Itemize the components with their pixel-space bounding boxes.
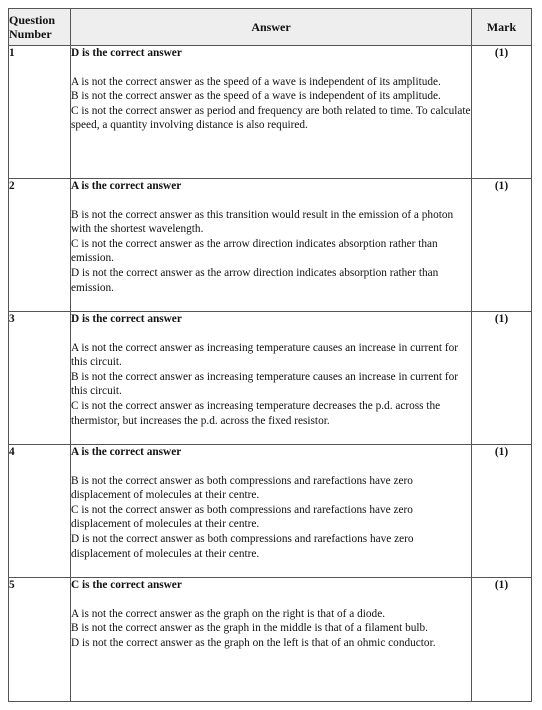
- question-number-header: Question Number: [9, 9, 71, 46]
- explanation: D is not the correct answer as both compressions and rarefactions have zero displacement of molecules at their centre.: [71, 532, 414, 560]
- mark-value: (1): [472, 578, 532, 702]
- explanation: A is not the correct answer as the speed of a wave is independent of its amplitude.: [71, 75, 441, 88]
- correct-answer: D is the correct answer: [71, 313, 182, 325]
- correct-answer: C is the correct answer: [71, 579, 182, 591]
- question-number: 5: [9, 578, 71, 702]
- answer-cell: [71, 179, 472, 312]
- question-number: 2: [9, 179, 71, 312]
- explanation: C is not the correct answer as increasing temperature decreases the p.d. across the thermistor, but increases the p.d. across the fixed resistor.: [71, 399, 441, 427]
- explanation: C is not the correct answer as period and frequency are both related to time. To calculate speed, a quantity involving distance is also required.: [71, 104, 471, 132]
- explanation: C is not the correct answer as the arrow direction indicates absorption rather than emission.: [71, 237, 438, 265]
- explanation: B is not the correct answer as the graph in the middle is that of a filament bulb.: [71, 622, 429, 635]
- explanation: D is not the correct answer as the arrow direction indicates absorption rather than emission.: [71, 266, 439, 294]
- explanation: B is not the correct answer as both compressions and rarefactions have zero displacement of molecules at their centre.: [71, 474, 413, 502]
- answer-cell: [71, 312, 472, 445]
- explanation: B is not the correct answer as this transition would result in the emission of a photon with the shortest wavelength.: [71, 208, 454, 236]
- explanation: B is not the correct answer as increasing temperature causes an increase in current for this circuit.: [71, 370, 459, 398]
- correct-answer: A is the correct answer: [71, 446, 182, 458]
- explanation: B is not the correct answer as the speed of a wave is independent of its amplitude.: [71, 90, 441, 103]
- question-row-2: [9, 179, 532, 312]
- question-row-5: [9, 578, 532, 702]
- question-row-4: [9, 445, 532, 578]
- question-number: 1: [9, 46, 71, 179]
- mark-value: (1): [472, 179, 532, 312]
- mark-value: (1): [472, 312, 532, 445]
- question-number: 3: [9, 312, 71, 445]
- mark-header: Mark: [472, 9, 532, 46]
- question-row-1: [9, 46, 532, 179]
- answer-cell: [71, 46, 472, 179]
- explanation: A is not the correct answer as the graph on the right is that of a diode.: [71, 607, 386, 620]
- question-row-3: [9, 312, 532, 445]
- explanation: C is not the correct answer as both compressions and rarefactions have zero displacement of molecules at their centre.: [71, 503, 413, 531]
- correct-answer: A is the correct answer: [71, 180, 182, 192]
- header-row: [9, 9, 532, 46]
- answer-cell: [71, 578, 472, 702]
- mark-value: (1): [472, 46, 532, 179]
- mark-value: (1): [472, 445, 532, 578]
- mark-scheme-table: [8, 8, 532, 702]
- answer-cell: [71, 445, 472, 578]
- correct-answer: D is the correct answer: [71, 47, 182, 59]
- answer-header: Answer: [71, 9, 472, 46]
- question-number: 4: [9, 445, 71, 578]
- explanation: D is not the correct answer as the graph on the left is that of an ohmic conductor.: [71, 636, 436, 649]
- explanation: A is not the correct answer as increasing temperature causes an increase in current for this circuit.: [71, 341, 459, 369]
